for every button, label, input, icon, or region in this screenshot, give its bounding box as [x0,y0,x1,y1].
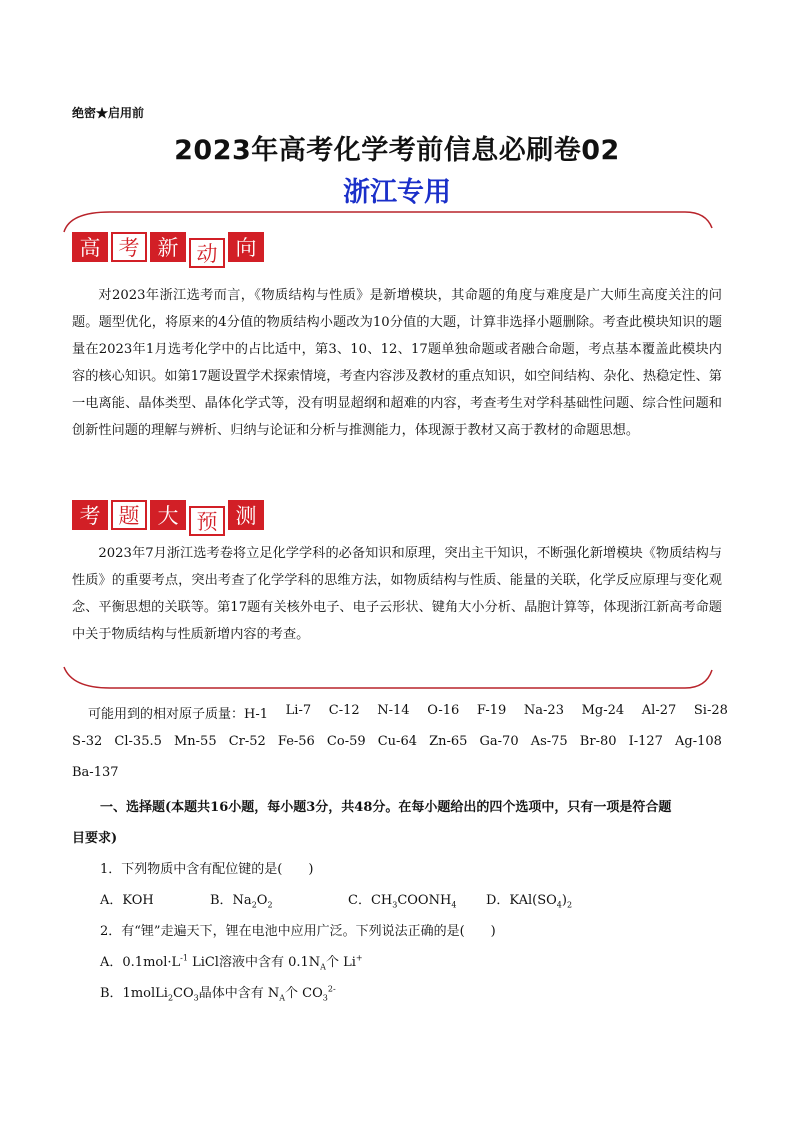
banner-char: 向 [228,232,264,262]
atomic-masses-row2 [72,734,722,749]
banner-char: 考 [72,500,108,530]
mass-item: I-127 [628,734,663,749]
q1-option-d: D．$KAl(SO_4)_2$ [486,893,573,910]
mass-item: Br-80 [579,734,617,749]
question-2-stem: 2．有“锂”走遍天下，锂在电池中应用广泛。下列说法正确的是( ) [100,924,496,939]
mass-item: Ba-137 [72,765,119,780]
q2-option-a: A．$0.1mol\cdot L^{-1}$ LiCl溶液中含有 $0.1N_A$个 Li+ [100,953,363,972]
banner-char: 大 [150,500,186,530]
part1-title: 一、选择题 [100,800,166,815]
confidential-label: 绝密★启用前 [72,106,145,120]
mass-item: As-75 [530,734,568,749]
part1-heading-cont [72,827,732,846]
mass-item: Fe-56 [277,734,315,749]
mass-item: Ga-70 [479,734,519,749]
banner-char: 预 [189,506,225,536]
mass-item: Cu-64 [377,734,417,749]
mass-item: Co-59 [326,734,366,749]
atomic-masses-row3 [72,765,732,780]
mass-item: Na-23 [523,703,564,718]
top-arc [64,212,712,232]
mass-item: O-16 [427,703,460,718]
q1-option-b: B．$Na_2O_2$ [210,893,273,910]
q1-option-a: A．KOH [100,893,154,908]
question-1-stem: 1．下列物质中含有配位键的是( ) [100,862,314,877]
mass-item: N-14 [377,703,410,718]
mass-item: Mn-55 [173,734,217,749]
mass-item: S-32 [72,734,103,749]
part1-heading [100,796,760,815]
banner-exam-forecast [72,500,264,536]
q2-option-b: B．$1molLi_2CO_3$晶体中含有 $N_A$个 $CO_3^{2-}$ [100,984,336,1003]
mass-item: F-19 [476,703,507,718]
part1-desc-cont: 目要求) [72,831,118,846]
page-title: 2023年高考化学考前信息必刷卷02 [174,135,620,166]
atomic-masses-label: 可能用到的相对原子质量： [88,707,245,722]
mass-item: Cr-52 [228,734,266,749]
atomic-masses-row1 [88,703,728,722]
mass-item: Cl-35.5 [114,734,162,749]
mass-item: Al-27 [641,703,677,718]
mass-item: Li-7 [285,703,312,718]
mass-item: Zn-65 [429,734,468,749]
section2-paragraph: 2023年7月浙江选考卷将立足化学学科的必备知识和原理，突出主干知识，不断强化新增模块《物质结构与性质》的重要考点，突出考查了化学学科的思维方法，如物质结构与性质、能量的关联，化学反应原理与变化观念、平衡思想的关联等。第17题有关核外电子、电子云形状、键角大小分析、晶胞计算等，体现浙江新高考命题中关于物质结构与性质新增内容的考查。 [72,546,722,642]
mass-item: Si-28 [693,703,728,718]
mass-item: C-12 [328,703,360,718]
banner-new-trends [72,232,264,268]
section1-paragraph: 对2023年浙江选考而言，《物质结构与性质》是新增模块，其命题的角度与难度是广大师生高度关注的问题。题型优化，将原来的4分值的物质结构小题改为10分值的大题，计算非选择小题删除。考查此模块知识的题量在2023年1月选考化学中的占比适中，第3、10、12、17题单独命题或者融合命题，考点基本覆盖此模块内容的核心知识。如第17题设置学术探索情境，考查内容涉及教材的重点知识，如空间结构、杂化、热稳定性、第一电离能、晶体类型、晶体化学式等，没有明显超纲和超难的内容，考查考生对学科基础性问题、综合性问题和创新性问题的理解与辨析、归纳与论证和分析与推测能力，体现源于教材又高于教材的命题思想。 [72,288,722,438]
mass-item: Mg-24 [581,703,625,718]
banner-char: 高 [72,232,108,262]
part1-desc: (本题共16小题，每小题3分，共48分。在每小题给出的四个选项中，只有一项是符合题 [165,800,672,815]
banner-char: 动 [189,238,225,268]
banner-char: 题 [111,500,147,530]
mass-item: H-1 [244,707,269,722]
mass-item: Ag-108 [675,734,722,749]
banner-char: 测 [228,500,264,530]
banner-char: 新 [150,232,186,262]
banner-char: 考 [111,232,147,262]
q1-option-c: C．$CH_3COONH_4$ [348,893,457,910]
bottom-arc [64,667,712,688]
page-subtitle: 浙江专用 [343,177,451,208]
